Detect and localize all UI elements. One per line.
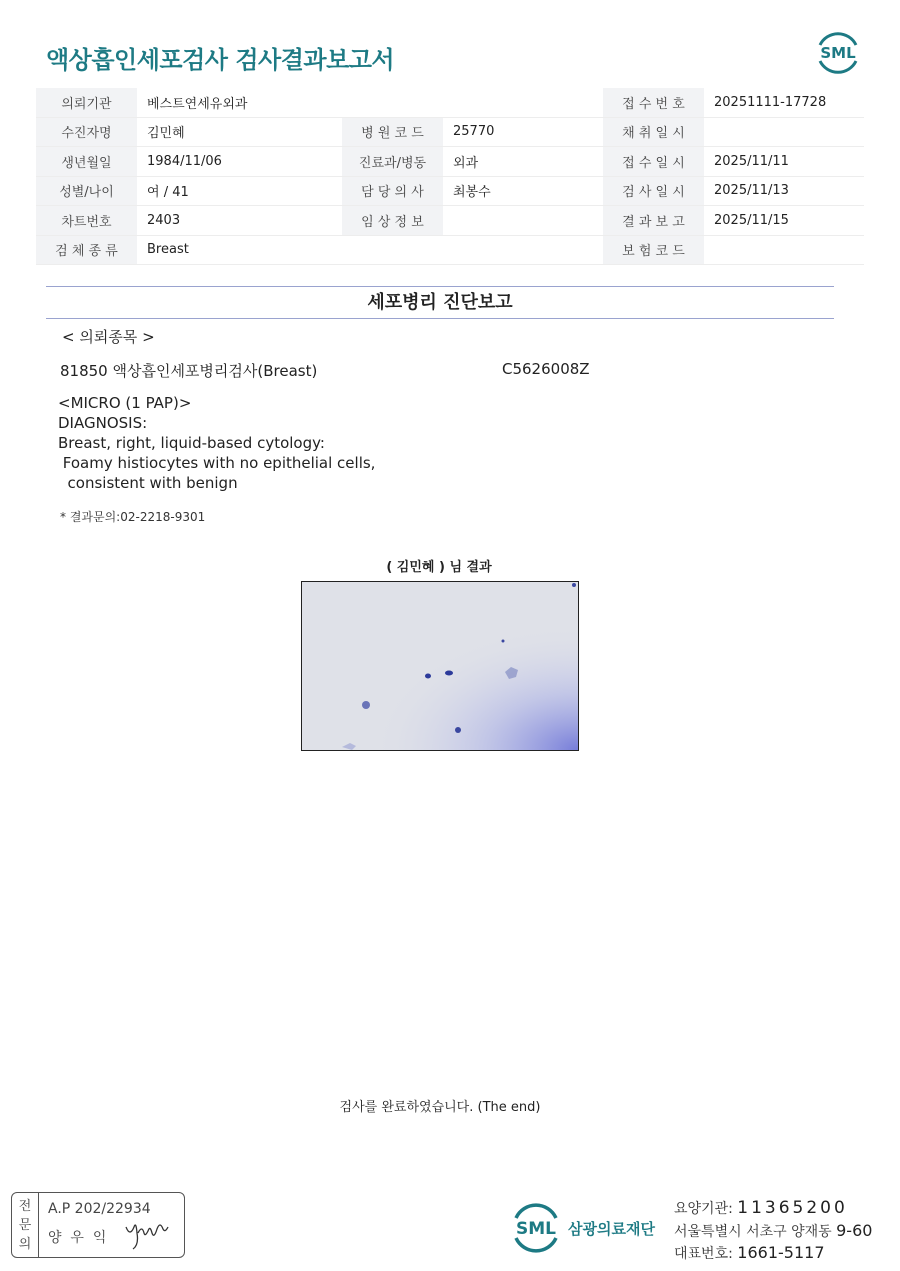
label-collection-date: 채 취 일 시 [603, 117, 704, 147]
label-clinical-info: 임 상 정 보 [342, 206, 443, 236]
label-patient-name: 수진자명 [36, 117, 137, 147]
patient-info-table [36, 88, 864, 265]
diagnosis-heading: DIAGNOSIS: [58, 414, 148, 432]
value-sex-age: 여 / 41 [137, 176, 342, 206]
section-title: 세포병리 진단보고 [367, 292, 513, 313]
footer-org-name: 삼광의료재단 [568, 1220, 655, 1238]
value-physician: 최봉수 [443, 176, 603, 206]
table-row [36, 206, 864, 236]
sml-logo [812, 28, 864, 76]
signature-icon [122, 1213, 182, 1251]
stamp-side-label [12, 1193, 39, 1257]
value-insurance-code [704, 235, 864, 265]
value-test-date: 2025/11/13 [704, 176, 864, 206]
section-rule-top [46, 286, 834, 287]
value-collection-date [704, 117, 864, 147]
label-requesting-institution: 의뢰기관 [36, 88, 137, 117]
stamp-side-char: 전 [18, 1198, 32, 1214]
label-report-date: 결 과 보 고 [603, 206, 704, 236]
footer-address: 서울특별시 서초구 양재동 [674, 1224, 832, 1240]
cytology-micrograph [301, 581, 579, 751]
stamp-name: 양 우 익 [48, 1230, 107, 1246]
stamp-license: A.P 202/22934 [48, 1201, 151, 1217]
value-received-date: 2025/11/11 [704, 147, 864, 177]
sml-logo-text: SML [820, 44, 856, 62]
micro-line: <MICRO (1 PAP)> [58, 394, 192, 412]
table-row [36, 176, 864, 206]
value-hospital-code: 25770 [443, 117, 603, 147]
table-row [36, 88, 864, 117]
value-requesting-institution: 베스트연세유외과 [137, 88, 603, 117]
table-row [36, 117, 864, 147]
result-caption: ( 김민혜 ) 님 결과 [386, 560, 492, 575]
value-chart-number: 2403 [137, 206, 342, 236]
footer-phone-label: 대표번호: [674, 1246, 733, 1262]
value-birth-date: 1984/11/06 [137, 147, 342, 177]
label-received-date: 접 수 일 시 [603, 147, 704, 177]
value-clinical-info [443, 206, 603, 236]
value-report-date: 2025/11/15 [704, 206, 864, 236]
stamp-side-char: 의 [18, 1236, 32, 1252]
label-test-date: 검 사 일 시 [603, 176, 704, 206]
footer-code-label: 요양기관: [674, 1201, 733, 1217]
footer-sml-logo [508, 1198, 564, 1256]
value-specimen-type: Breast [137, 235, 603, 265]
value-accession-number: 20251111-17728 [704, 88, 864, 117]
footer-phone-value: 1661-5117 [737, 1243, 825, 1262]
diagnosis-site: Breast, right, liquid-based cytology: [58, 434, 325, 452]
footer-logo-text: SML [516, 1219, 556, 1239]
label-physician: 담 당 의 사 [342, 176, 443, 206]
label-chart-number: 차트번호 [36, 206, 137, 236]
order-code: C5626008Z [502, 360, 590, 378]
label-birth-date: 생년월일 [36, 147, 137, 177]
section-rule-bottom [46, 318, 834, 319]
order-header: < 의뢰종목 > [62, 328, 155, 346]
footer-code-line [674, 1198, 848, 1218]
footer-address-line [674, 1221, 872, 1241]
stamp-side-char: 문 [18, 1217, 32, 1233]
pathologist-stamp [11, 1192, 185, 1258]
order-item: 81850 액상흡인세포병리검사(Breast) [60, 362, 318, 380]
label-insurance-code: 보 험 코 드 [603, 235, 704, 265]
footer-phone-line [674, 1243, 825, 1263]
result-inquiry: * 결과문의:02-2218-9301 [60, 510, 206, 524]
label-specimen-type: 검 체 종 류 [36, 235, 137, 265]
diagnosis-finding: Foamy histiocytes with no epithelial cells, [58, 454, 376, 472]
end-text: 검사를 완료하였습니다. (The end) [339, 1100, 541, 1115]
table-row [36, 235, 864, 265]
label-hospital-code: 병 원 코 드 [342, 117, 443, 147]
report-title: 액상흡인세포검사 검사결과보고서 [46, 46, 395, 74]
label-sex-age: 성별/나이 [36, 176, 137, 206]
footer-code-value: 11365200 [737, 1198, 848, 1218]
value-department: 외과 [443, 147, 603, 177]
value-patient-name: 김민혜 [137, 117, 342, 147]
label-department: 진료과/병동 [342, 147, 443, 177]
diagnosis-conclusion: consistent with benign [58, 474, 238, 492]
label-accession-number: 접 수 번 호 [603, 88, 704, 117]
table-row [36, 147, 864, 177]
footer-address-num: 9-60 [836, 1221, 873, 1240]
